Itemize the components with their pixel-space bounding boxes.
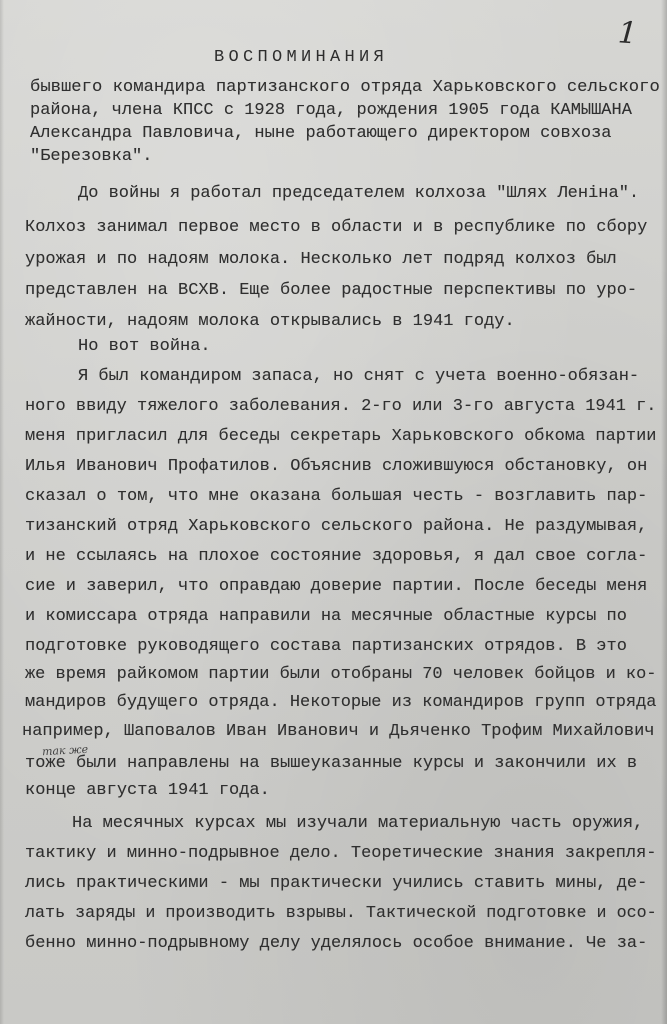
document-title: ВОСПОМИНАНИЯ [214, 48, 389, 67]
text-line: лись практическими - мы практически учились ставить мины, де- [25, 874, 648, 893]
text-line: меня пригласил для беседы секретарь Харьковского обкома партии [25, 427, 657, 446]
text-line: До войны я работал председателем колхоза "Шлях Ленiна". [78, 184, 640, 203]
text-line: мандиров будущего отряда. Некоторые из командиров групп отряда [25, 693, 657, 712]
text-line: конце августа 1941 года. [25, 781, 270, 800]
text-line: лать заряды и производить взрывы. Тактической подготовке и осо- [25, 904, 657, 923]
text-line: сие и заверил, что оправдаю доверие партии. После беседы меня [25, 577, 648, 596]
text-line: тактику и минно-подрывное дело. Теоретические знания закрепля- [25, 844, 657, 863]
text-line: ного ввиду тяжелого заболевания. 2-го или 3-го августа 1941 г. [25, 397, 657, 416]
text-line: Я был командиром запаса, но снят с учета военно-обязан- [78, 367, 640, 386]
text-line: Но вот война. [78, 337, 211, 356]
text-line: тизанский отряд Харьковского сельского района. Не раздумывая, [25, 517, 648, 536]
page-left-shadow [0, 0, 4, 1024]
text-line: бывшего командира партизанского отряда Харьковского сельского [30, 78, 660, 97]
text-line: Александра Павловича, ныне работающего директором совхоза [30, 124, 612, 143]
text-line: "Березовка". [30, 147, 153, 166]
text-line: например, Шаповалов Иван Иванович и Дьяченко Трофим Михайлович [22, 722, 655, 741]
text-line: На месячных курсах мы изучали материальную часть оружия, [72, 814, 644, 833]
text-line: жайности, надоям молока открывались в 1941 году. [25, 312, 515, 331]
text-line: Колхоз занимал первое место в области и в республике по сбору [25, 218, 648, 237]
text-line: же время райкомом партии были отобраны 70 человек бойцов и ко- [25, 665, 657, 684]
text-line: сказал о том, что мне оказана большая честь - возглавить пар- [25, 487, 648, 506]
text-line: Илья Иванович Профатилов. Объяснив сложившуюся обстановку, он [25, 457, 648, 476]
page-number: 1 [616, 15, 639, 52]
handwritten-margin-note: так же [41, 742, 89, 759]
text-line: и комиссара отряда направили на месячные областные курсы по [25, 607, 627, 626]
text-line: урожая и по надоям молока. Несколько лет подряд колхоз был [25, 250, 617, 269]
text-line: подготовке руководящего состава партизанских отрядов. В это [25, 637, 627, 656]
text-line: и не ссылаясь на плохое состояние здоровья, я дал свое согла- [25, 547, 648, 566]
page-right-shadow [661, 0, 667, 1024]
text-line: района, члена КПСС с 1928 года, рождения 1905 года КАМЫШАНА [30, 101, 632, 120]
text-line: тоже были направлены на вышеуказанные курсы и закончили их в [25, 754, 638, 773]
text-line: представлен на ВСХВ. Еще более радостные перспективы по уро- [25, 281, 638, 300]
text-line: бенно минно-подрывному делу уделялось особое внимание. Че за- [25, 934, 648, 953]
